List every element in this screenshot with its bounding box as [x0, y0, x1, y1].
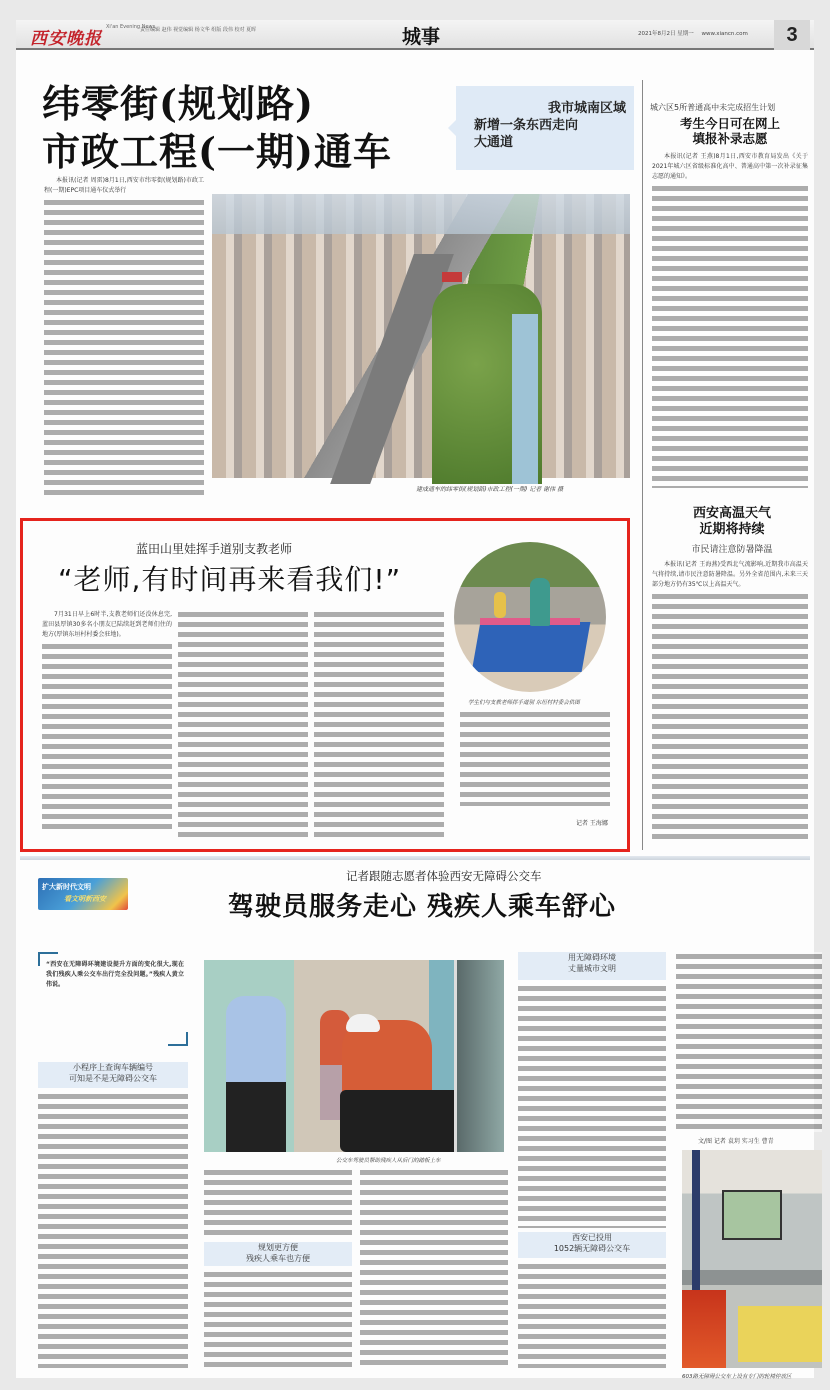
lead-story-text: [44, 198, 204, 496]
issue-date: 2021年8月2日 星期一: [638, 31, 694, 37]
subhead-civilization: [518, 952, 666, 980]
featured-text-1: [42, 642, 172, 832]
featured-col-3: [314, 610, 444, 838]
subhead3-line2: 丈量城市文明: [568, 964, 616, 973]
campaign-badge: [38, 878, 128, 910]
callout-line1: 我市城南区域: [547, 101, 626, 116]
lower-credit: 文/图 记者 袁玥 实习生 曹青: [698, 1138, 774, 1145]
lower-col-2b: [204, 1270, 352, 1368]
weather-body: [652, 560, 808, 850]
featured-col-2: [178, 610, 308, 838]
subhead1-line2: 可知是不是无障碍公交车: [69, 1074, 157, 1083]
masthead: [16, 20, 814, 50]
pull-quote-text: “西安在无障碍环境建设提升方面的变化很大,现在我们残疾人乘公交车出行完全没问题。”残疾人黄立伟说。: [46, 961, 184, 988]
newspaper-logo: 西安晚报: [30, 29, 102, 49]
quote-bracket-close-icon: [168, 1032, 188, 1046]
campaign-line1: 扩大新时代文明: [42, 883, 91, 891]
lead-headline: [42, 80, 392, 176]
wheelchair-boarding-photo: [204, 960, 504, 1152]
callout-line3: 大通道: [474, 135, 514, 150]
subhead2-line2: 残疾人乘车也方便: [246, 1254, 310, 1263]
section-divider: [20, 856, 810, 860]
weather-title-line2: 近期将持续: [699, 522, 765, 537]
lower-col-1: [38, 1092, 188, 1368]
subhead-convenient: [204, 1242, 352, 1266]
lead-story-body: [44, 176, 204, 496]
featured-kicker: 蓝田山里娃挥手道别支教老师: [136, 542, 293, 556]
weather-text: [652, 592, 808, 842]
page-number: 3: [774, 20, 810, 50]
featured-col-1: [42, 610, 172, 840]
campaign-line2: 看文明新西安: [64, 895, 106, 903]
callout-line2: 新增一条东西走向: [474, 118, 579, 133]
featured-sign-off: 记者 王海娜: [576, 820, 608, 827]
lead-headline-line2: 市政工程(一期)通车: [42, 129, 392, 174]
subhead2-line1: 规划更方便: [258, 1243, 298, 1252]
sidebar-title-line1: 考生今日可在网上: [679, 116, 780, 131]
sidebar-text: [652, 184, 808, 488]
lead-story-lead: 本报讯(记者 周雷)8月1日,西安市纬零街(规划路)市政工程(一期)EPC项目通车仪式举行: [44, 177, 204, 194]
ping-pong-photo: [454, 542, 606, 692]
sidebar-lead: 本报讯(记者 王燕)8月1日,西安市教育局发出《关于2021年城六区省级标准化高中、普通高中第一次补录征集志愿的通知》。: [652, 153, 808, 180]
column-rule: [642, 80, 643, 850]
weather-subtitle: 市民请注意防暑降温: [691, 545, 773, 555]
featured-lead: 7月31日早上6时半,支教老师们还没休息完,蓝田县厚镇30多名小朋友已陆续赶到老师们住的地方(厚镇东垣村村委会驻地)。: [42, 611, 172, 638]
featured-col-4: [460, 710, 610, 806]
subhead4-line2: 1052辆无障碍公交车: [553, 1244, 631, 1253]
date-line: [638, 29, 748, 37]
lower-col-4b: [518, 1262, 666, 1368]
sidebar-body: [652, 152, 808, 488]
editors-credit: 责任编辑 赵伟 视觉编辑 杨文华 组版 段伟 校对 夏晖: [140, 27, 257, 33]
subhead-app-query: [38, 1062, 188, 1088]
lead-subheadline-callout: [456, 86, 634, 170]
lower-col-3: [360, 1168, 508, 1368]
subhead-1052-buses: [518, 1232, 666, 1258]
section-title: 城事: [402, 26, 441, 48]
subhead3-line1: 用无障碍环境: [568, 953, 616, 962]
pull-quote: [38, 952, 188, 1046]
interior-photo-caption: 603路无障碍公交车上设有专门的轮椅停放区: [682, 1374, 792, 1380]
aerial-road-photo: [212, 194, 630, 478]
lower-col-4a: [518, 984, 666, 1228]
sidebar-kicker: 城六区5所普通高中未完成招生计划: [650, 103, 776, 112]
subhead1-line1: 小程序上查询车辆编号: [73, 1063, 153, 1072]
subhead4-line1: 西安已投用: [572, 1233, 612, 1242]
sidebar-title: [650, 116, 810, 146]
aerial-photo-caption: 建成通车的纬零街(规划路)市政工程(一期) 记者 谢伟 摄: [416, 486, 564, 493]
weather-title: [652, 506, 812, 538]
lead-headline-line1: 纬零街(规划路): [42, 81, 314, 126]
wheelchair-photo-caption: 公交车驾驶员帮助残疾人从后门的踏板上车: [336, 1158, 441, 1164]
lower-col-2a: [204, 1168, 352, 1238]
lower-col-5: [676, 952, 822, 1132]
featured-title: “老师,有时间再来看我们!”: [58, 563, 402, 596]
sidebar-title-line2: 填报补录志愿: [692, 131, 768, 146]
weather-lead: 本报讯(记者 王海燕)受西北气流影响,近期我市高温天气将持续,请市民注意防暑降温。另外全省范围内,未来三天部分地方仍有35℃以上高温天气。: [652, 561, 808, 588]
newspaper-page: [16, 20, 814, 1378]
lower-headline: 驾驶员服务走心 残疾人乘车舒心: [228, 892, 617, 922]
lower-kicker: 记者跟随志愿者体验西安无障碍公交车: [346, 869, 542, 883]
newspaper-logo-english: Xi'an Evening News: [106, 24, 156, 30]
bus-interior-photo: [682, 1150, 822, 1368]
weather-title-line1: 西安高温天气: [692, 506, 771, 521]
featured-photo-caption: 学生们与支教老师挥手道别 东垣村村委会供图: [468, 700, 580, 706]
website: www.xiancn.com: [701, 31, 748, 37]
